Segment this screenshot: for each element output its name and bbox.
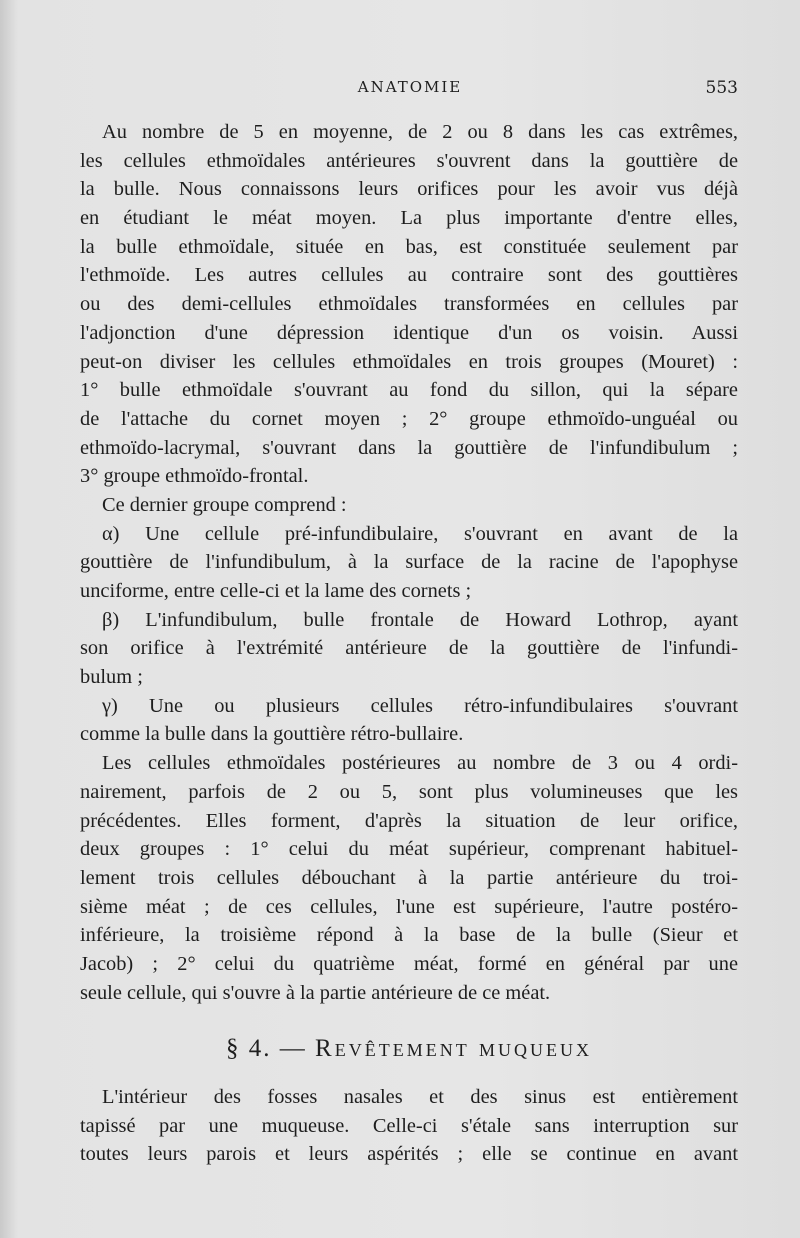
section-number: § 4. — [226, 1035, 307, 1062]
text-line: γ) Une ou plusieurs cellules rétro-infundibulaires s'ouvrant [102, 694, 738, 717]
section-text [80, 1083, 738, 1169]
text-line: 3° groupe ethmoïdo-frontal. [80, 465, 309, 488]
text-line: gouttière de l'infundibulum, à la surface de la racine de l'apophyse [80, 551, 738, 574]
text-line: la bulle ethmoïdale, située en bas, est constituée seulement par [80, 235, 738, 258]
running-title: ANATOMIE [357, 78, 463, 96]
text-line: les cellules ethmoïdales antérieures s'ouvrent dans la gouttière de [80, 149, 738, 172]
text-line: inférieure, la troisième répond à la base de la bulle (Sieur et [80, 924, 738, 947]
text-line: en étudiant le méat moyen. La plus importante d'entre elles, [80, 207, 738, 230]
text-line: deux groupes : 1° celui du méat supérieur, comprenant habituel- [80, 838, 738, 861]
text-line: Jacob) ; 2° celui du quatrième méat, formé en général par une [80, 952, 738, 975]
text-line: l'ethmoïde. Les autres cellules au contraire sont des gouttières [80, 264, 738, 287]
text-line: Ce dernier groupe comprend : [102, 493, 347, 516]
page-number: 553 [705, 78, 738, 98]
text-line: l'adjonction d'une dépression identique d'un os voisin. Aussi [80, 321, 738, 344]
text-line: lement trois cellules débouchant à la partie antérieure du troi- [80, 866, 738, 889]
text-line: toutes leurs parois et leurs aspérités ; elle se continue en avant [80, 1143, 738, 1166]
text-line: β) L'infundibulum, bulle frontale de Howard Lothrop, ayant [102, 608, 738, 631]
text-line: précédentes. Elles forment, d'après la situation de leur orifice, [80, 809, 738, 832]
text-line: son orifice à l'extrémité antérieure de la gouttière de l'infundi- [80, 637, 738, 660]
text-line: Au nombre de 5 en moyenne, de 2 ou 8 dans les cas extrêmes, [102, 121, 738, 143]
section-title: Revêtement muqueux [315, 1035, 592, 1062]
text-line: comme la bulle dans la gouttière rétro-bullaire. [80, 723, 464, 746]
body-text [80, 118, 738, 1007]
text-line: ou des demi-cellules ethmoïdales transformées en cellules par [80, 293, 738, 316]
text-line: ethmoïdo-lacrymal, s'ouvrant dans la gouttière de l'infundibulum ; [80, 436, 738, 459]
text-line: α) Une cellule pré-infundibulaire, s'ouvrant en avant de la [102, 522, 738, 545]
text-line: bulum ; [80, 666, 143, 689]
section-heading [80, 1035, 738, 1063]
text-line: la bulle. Nous connaissons leurs orifices pour les avoir vus déjà [80, 178, 738, 201]
text-line: Les cellules ethmoïdales postérieures au nombre de 3 ou 4 ordi- [102, 752, 738, 775]
text-line: unciforme, entre celle-ci et la lame des cornets ; [80, 580, 472, 602]
text-line: tapissé par une muqueuse. Celle-ci s'étale sans interruption sur [80, 1114, 738, 1137]
text-line: sième méat ; de ces cellules, l'une est supérieure, l'autre postéro- [80, 895, 738, 918]
text-line: L'intérieur des fosses nasales et des sinus est entièrement [102, 1086, 738, 1108]
text-line: de l'attache du cornet moyen ; 2° groupe ethmoïdo-unguéal ou [80, 407, 738, 430]
page-header [80, 78, 740, 102]
text-line: peut-on diviser les cellules ethmoïdales en trois groupes (Mouret) : [80, 350, 738, 373]
text-line: seule cellule, qui s'ouvre à la partie antérieure de ce méat. [80, 981, 551, 1004]
text-line: nairement, parfois de 2 ou 5, sont plus volumineuses que les [80, 780, 738, 803]
text-line: 1° bulle ethmoïdale s'ouvrant au fond du sillon, qui la sépare [80, 379, 738, 402]
